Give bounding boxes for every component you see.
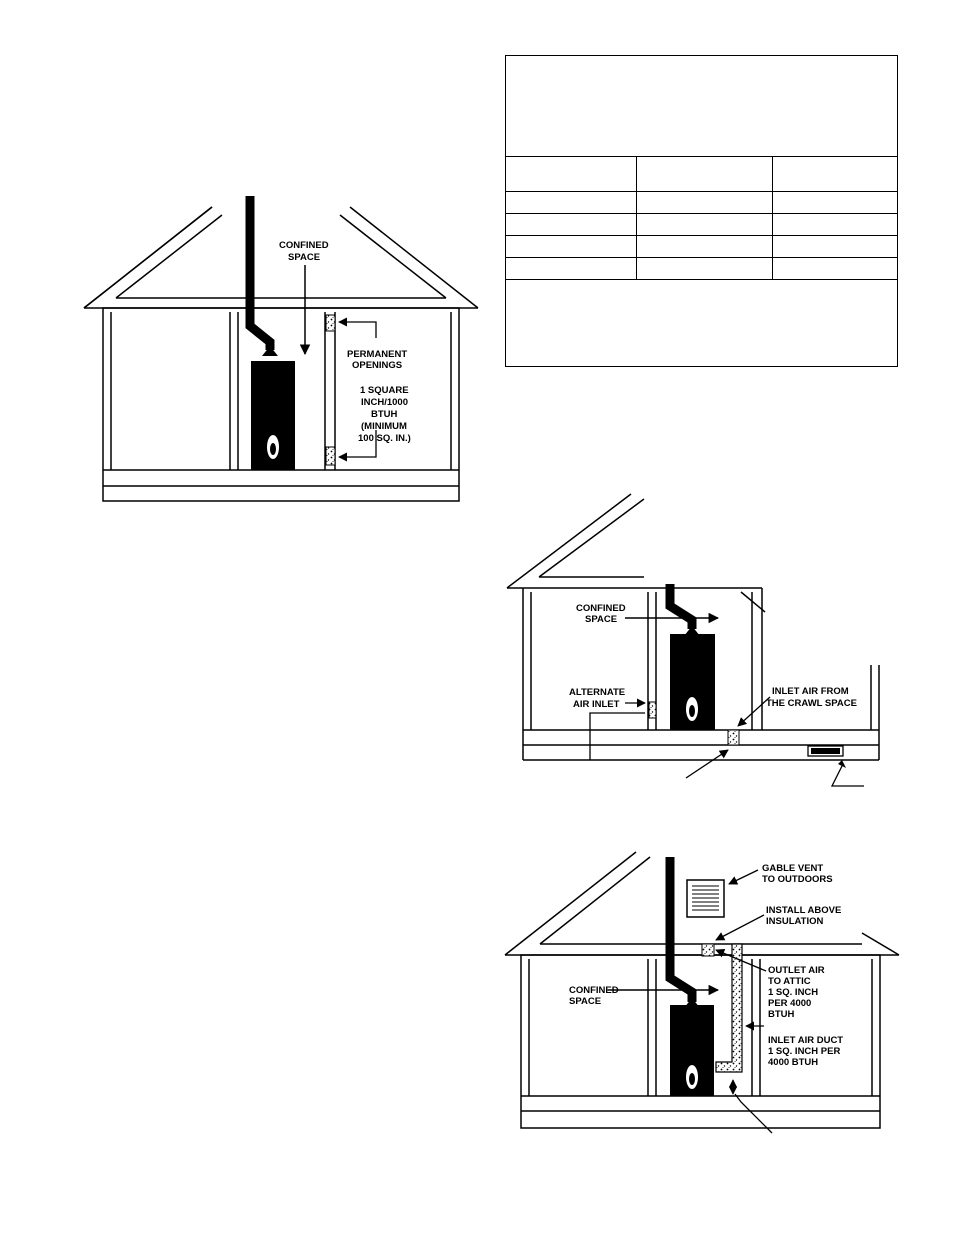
fig2-crawl-opening <box>728 730 739 745</box>
table-cell <box>506 236 637 257</box>
fig1-confined-label-1: CONFINED <box>279 240 329 251</box>
table-cell <box>506 258 637 279</box>
fig1-rate-label-3: BTUH <box>371 409 398 420</box>
table-cell <box>773 192 897 213</box>
table-cell <box>506 214 637 235</box>
fig1-upper-opening <box>326 315 335 331</box>
fig2-confined-label-2: SPACE <box>585 614 618 625</box>
blank-table <box>505 55 898 367</box>
fig3-install-label-2: INSULATION <box>766 916 824 927</box>
fig3-install-label-1: INSTALL ABOVE <box>766 905 842 916</box>
fig1-rate-label-4: (MINIMUM <box>361 421 407 432</box>
table-row <box>506 213 897 235</box>
table-caption-area <box>506 56 897 156</box>
fig2-alternate-label-1: ALTERNATE <box>569 687 626 698</box>
fig1-vent-pipe <box>250 196 270 350</box>
fig3-outlet-label-4: PER 4000 <box>768 998 812 1009</box>
fig2-inlet-label-1: INLET AIR FROM <box>772 686 849 697</box>
fig2-alt-leader <box>590 713 645 760</box>
fig2-alt-opening <box>649 702 656 718</box>
fig1-upper-arrow <box>339 322 376 338</box>
fig3-outlet-opening <box>702 944 714 956</box>
fig2-inlet-label-2: THE CRAWL SPACE <box>766 698 857 709</box>
table-cell <box>773 214 897 235</box>
table-row <box>506 235 897 257</box>
fig3-outlet-label-1: OUTLET AIR <box>768 965 825 976</box>
fig3-duct-label-2: 1 SQ. INCH PER <box>768 1046 841 1057</box>
table-header-cell <box>506 157 637 191</box>
fig1-confined-label-2: SPACE <box>288 252 321 263</box>
table-cell <box>773 236 897 257</box>
fig3-gable-louvers <box>692 886 719 910</box>
table-cell <box>637 192 773 213</box>
table-cell <box>637 258 773 279</box>
fig2-vent-leader <box>832 766 864 786</box>
fig3-confined-label-2: SPACE <box>569 996 602 1007</box>
table-header-cell <box>637 157 773 191</box>
fig1-lower-opening <box>326 447 335 465</box>
fig3-inlet-duct <box>716 944 742 1072</box>
fig2-confined-label-1: CONFINED <box>576 603 626 614</box>
fig3-gable-label-2: TO OUTDOORS <box>762 874 833 885</box>
fig2-alternate-label-2: AIR INLET <box>573 699 620 710</box>
fig1-permanent-label-1: PERMANENT <box>347 349 408 360</box>
fig3-gable-arrow <box>729 870 758 884</box>
table-header-cell <box>773 157 897 191</box>
fig3-confined-label-1: CONFINED <box>569 985 619 996</box>
table-cell <box>773 258 897 279</box>
table-cell <box>506 192 637 213</box>
fig3-outlet-label-5: BTUH <box>768 1009 795 1020</box>
fig1-rate-label-5: 100 SQ. IN.) <box>358 433 411 444</box>
table-cell <box>637 236 773 257</box>
fig3-outlet-label-2: TO ATTIC <box>768 976 811 987</box>
fig2-crawl-leader <box>686 750 728 778</box>
fig3-gable-label-1: GABLE VENT <box>762 863 824 874</box>
fig1-pipe-arrow <box>262 346 278 356</box>
table-header-row <box>506 156 897 191</box>
table-row <box>506 257 897 279</box>
table-row <box>506 191 897 213</box>
fig1-permanent-label-2: OPENINGS <box>352 360 403 371</box>
fig3-duct-label-1: INLET AIR DUCT <box>768 1035 844 1046</box>
table-cell <box>637 214 773 235</box>
fig2-vent-pipe <box>670 584 692 629</box>
fig3-install-arrow <box>716 915 764 940</box>
fig3-vent-pipe <box>670 857 692 1002</box>
fig3-duct-label-3: 4000 BTUH <box>768 1057 819 1068</box>
fig1-rate-label-1: 1 SQUARE <box>360 385 409 396</box>
fig3-outlet-label-3: 1 SQ. INCH <box>768 987 819 998</box>
table-footnote-area <box>506 279 897 366</box>
fig1-rate-label-2: INCH/1000 <box>361 397 408 408</box>
fig3-max-leader <box>735 1094 772 1133</box>
